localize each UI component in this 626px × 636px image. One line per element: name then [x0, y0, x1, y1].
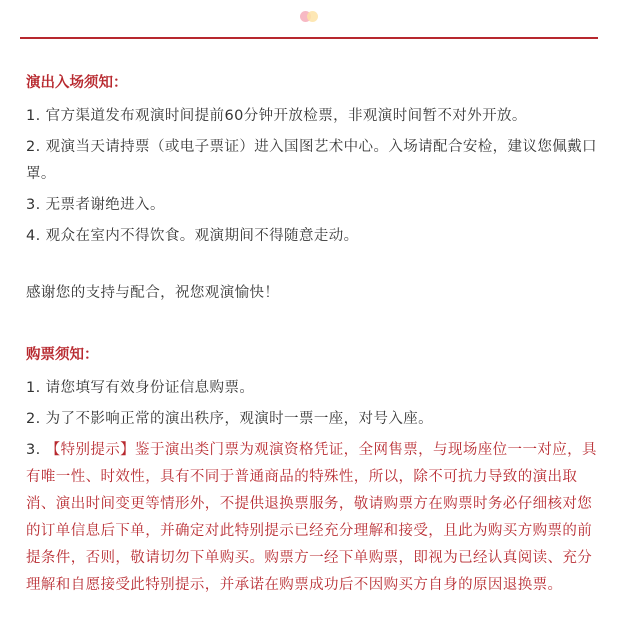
header-divider [20, 37, 598, 39]
special-notice-text: 【特别提示】鉴于演出类门票为观演资格凭证，全网售票，与现场座位一一对应，具有唯一性、时效性，具有不同于普通商品的特殊性，所以，除不可抗力导致的演出取消、演出时间变更等情形外，不提供退换票服务，敬请购票方在购票时务必仔细核对您的订单信息后下单，并确定对此特别提示已经充分理解和接受，且此为购买方购票的前提条件，否则，敬请切勿下单购买。购票方一经下单购票，即视为已经认真阅读、充分理解和自愿接受此特别提示，并承诺在购票成功后不因购买方自身的原因退换票。 [26, 442, 597, 593]
entry-notice-heading: 演出入场须知： [26, 75, 128, 91]
entry-notice-item: 2. 观演当天请持票（或电子票证）进入国图艺术中心。入场请配合安检，建议您佩戴口罩。 [26, 139, 597, 182]
special-notice-item [26, 437, 598, 599]
article-body [26, 73, 598, 603]
yellow-dot-icon [307, 11, 318, 22]
thanks-message: 感谢您的支持与配合，祝您观演愉快！ [26, 285, 280, 301]
ticket-notice-item: 1. 请您填写有效身份证信息购票。 [26, 380, 255, 396]
special-notice-number: 3. [26, 442, 46, 458]
entry-notice-item: 4. 观众在室内不得饮食。观演期间不得随意走动。 [26, 228, 359, 244]
decorative-dots-icon [300, 9, 322, 25]
ticket-notice-heading: 购票须知： [26, 347, 99, 363]
ticket-notice-item: 2. 为了不影响正常的演出秩序，观演时一票一座，对号入座。 [26, 411, 434, 427]
entry-notice-item: 3. 无票者谢绝进入。 [26, 197, 165, 213]
entry-notice-item: 1. 官方渠道发布观演时间提前60分钟开放检票，非观演时间暂不对外开放。 [26, 108, 527, 124]
